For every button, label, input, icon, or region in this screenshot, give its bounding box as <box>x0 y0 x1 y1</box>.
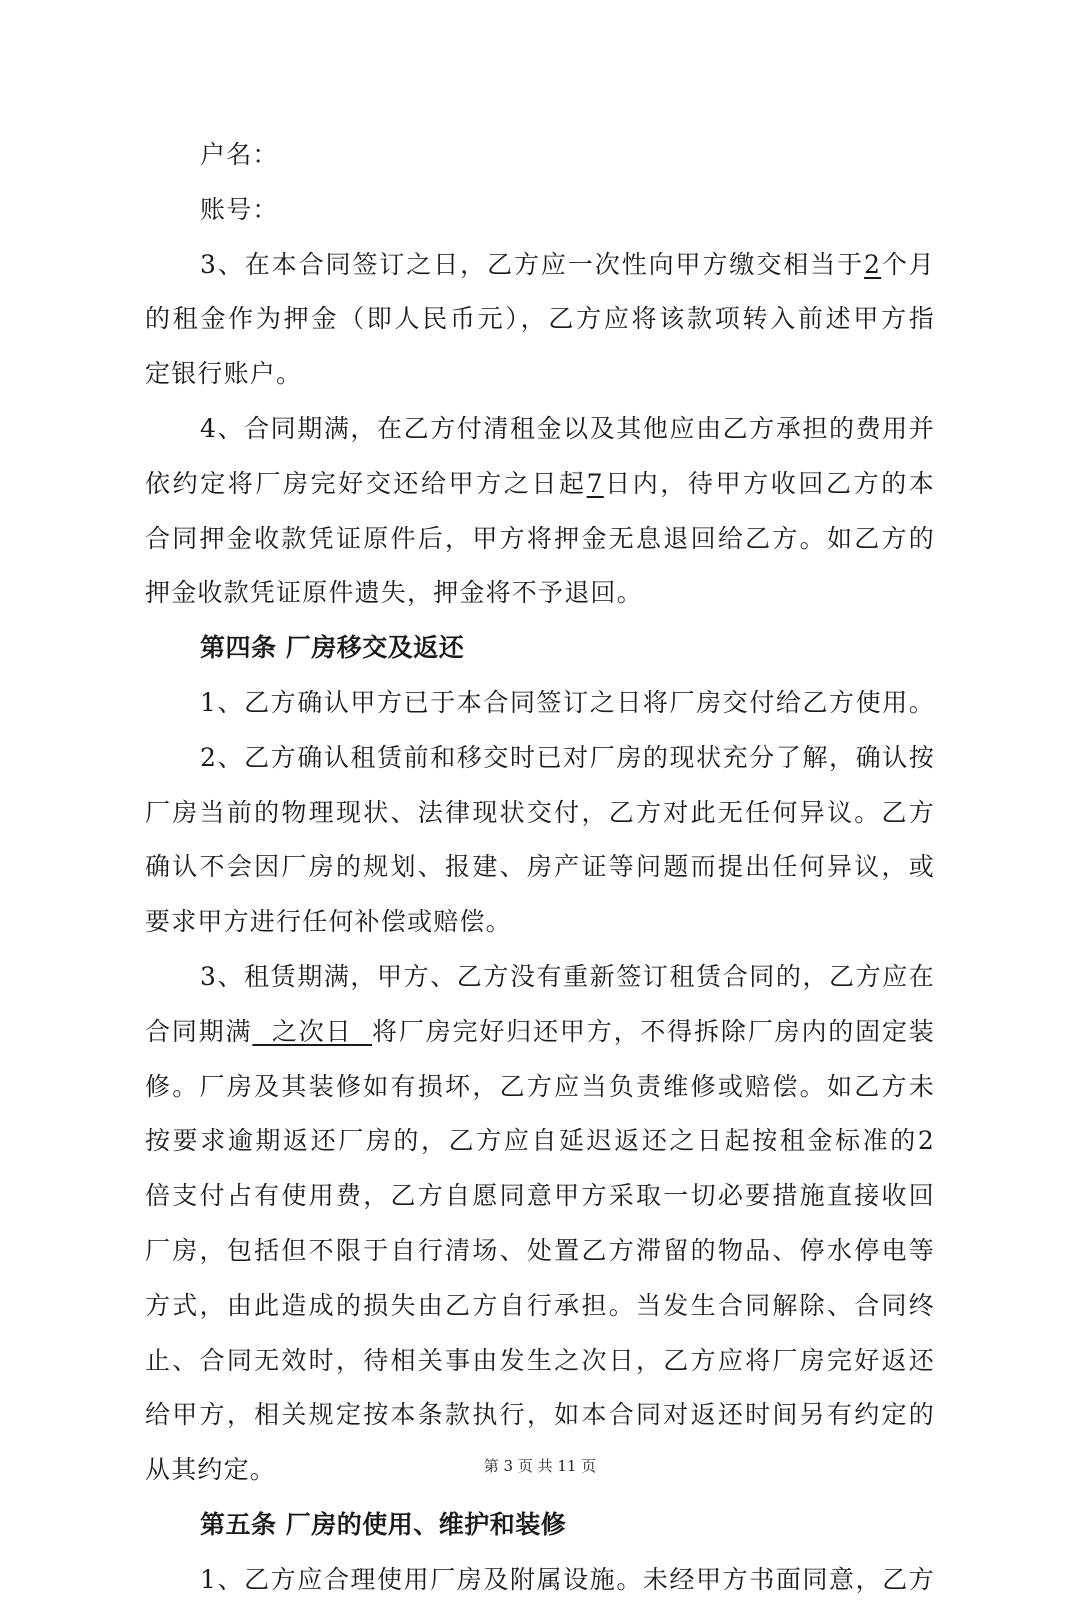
text-line: 要求甲方进行任何补偿或赔偿。 <box>145 907 512 937</box>
text-line: 的租金作为押金（即人民币元），乙方应将该款项转入前述甲方指 <box>145 304 935 334</box>
text-line: 账号： <box>200 194 279 224</box>
text-line: 给甲方，相关规定按本条款执行，如本合同对返还时间另有约定的 <box>145 1400 935 1430</box>
text-segment: 日内，待甲方收回乙方的本 <box>603 468 936 498</box>
text-line: 合同押金收款凭证原件后，甲方将押金无息退回给乙方。如乙方的 <box>145 523 935 553</box>
text-line: 3、租赁期满，甲方、乙方没有重新签订租赁合同的，乙方应在 <box>200 961 935 991</box>
filled-blank: 2 <box>864 249 882 279</box>
section-heading: 第五条 厂房的使用、维护和装修 <box>200 1509 567 1539</box>
text-line: 1、乙方应合理使用厂房及附属设施。未经甲方书面同意，乙方 <box>200 1564 935 1594</box>
section-heading: 第四条 厂房移交及返还 <box>200 633 465 663</box>
text-line: 户名： <box>200 140 279 169</box>
text-line: 厂房，包括但不限于自行清场、处置乙方滞留的物品、停水停电等 <box>145 1235 935 1265</box>
document-body <box>145 128 935 1608</box>
text-segment: 依约定将厂房完好交还给甲方之日起 <box>145 468 587 498</box>
text-segment: 个月 <box>881 249 935 279</box>
text-line: 厂房当前的物理现状、法律现状交付，乙方对此无任何异议。乙方 <box>145 797 935 827</box>
text-line: 4、合同期满，在乙方付清租金以及其他应由乙方承担的费用并 <box>200 413 935 443</box>
text-line: 方式，由此造成的损失由乙方自行承担。当发生合同解除、合同终 <box>145 1290 935 1320</box>
text-line: 按要求逾期返还厂房的，乙方应自延迟返还之日起按租金标准的2 <box>145 1126 935 1156</box>
text-line: 止、合同无效时，待相关事由发生之次日，乙方应将厂房完好返还 <box>145 1345 935 1375</box>
filled-blank: 7 <box>586 468 604 498</box>
page-footer: 第 3 页 共 11 页 <box>483 1457 597 1475</box>
text-line: 2、乙方确认租赁前和移交时已对厂房的现状充分了解，确认按 <box>200 742 935 772</box>
text-segment: 3、在本合同签订之日，乙方应一次性向甲方缴交相当于 <box>200 249 865 279</box>
text-segment: 合同期满 <box>145 1016 253 1046</box>
text-line: 修。厂房及其装修如有损坏，乙方应当负责维修或赔偿。如乙方未 <box>145 1071 935 1101</box>
text-line: 押金收款凭证原件遗失，押金将不予退回。 <box>145 578 643 608</box>
text-line: 确认不会因厂房的规划、报建、房产证等问题而提出任何异议，或 <box>145 852 935 882</box>
text-line <box>145 1005 935 1060</box>
text-line <box>145 238 935 293</box>
text-line: 倍支付占有使用费，乙方自愿同意甲方采取一切必要措施直接收回 <box>145 1181 935 1211</box>
text-line <box>145 457 935 512</box>
filled-blank: 之次日 <box>252 1016 373 1046</box>
text-line: 从其约定。 <box>145 1455 277 1485</box>
text-line: 定银行账户。 <box>145 359 303 389</box>
text-line: 1、乙方确认甲方已于本合同签订之日将厂房交付给乙方使用。 <box>200 687 935 717</box>
text-segment: 将厂房完好归还甲方，不得拆除厂房内的固定装 <box>372 1016 936 1046</box>
